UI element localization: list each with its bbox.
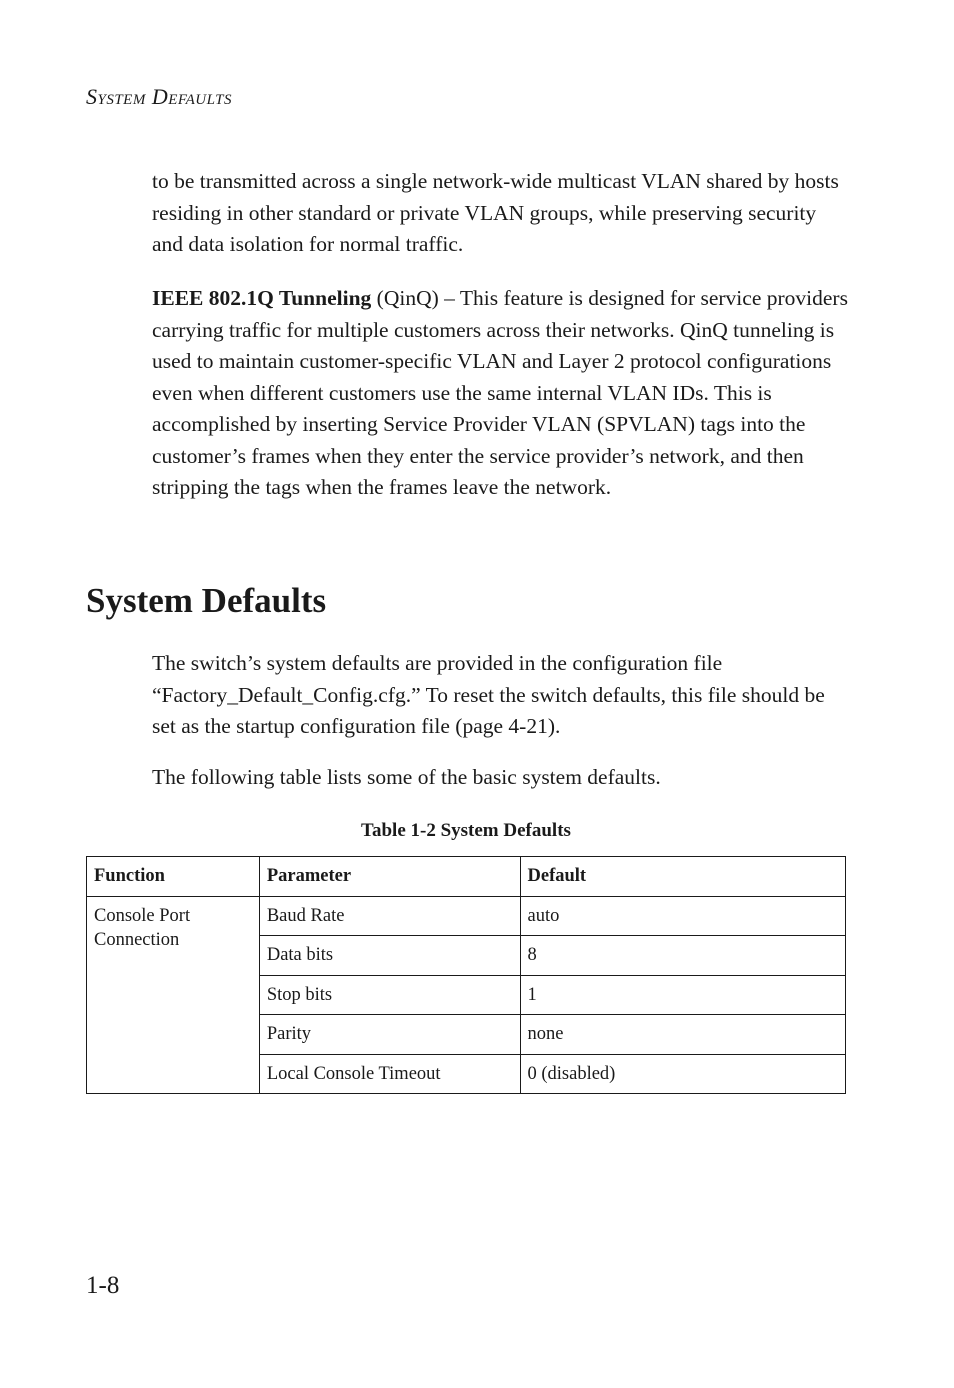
running-header: System Defaults [86, 84, 233, 109]
column-header-parameter: Parameter [259, 857, 520, 897]
parameter-cell: Stop bits [259, 975, 520, 1015]
table-caption: Table 1-2 System Defaults [361, 820, 571, 841]
table-intro-paragraph: The following table lists some of the basic system defaults. [152, 765, 661, 789]
table-row [87, 896, 846, 936]
qinq-paragraph [152, 283, 852, 504]
default-cell: 1 [520, 975, 846, 1015]
column-header-function: Function [87, 857, 260, 897]
table-header-row [87, 857, 846, 897]
parameter-cell: Baud Rate [259, 896, 520, 936]
function-cell: Console Port Connection [87, 896, 260, 1094]
parameter-cell: Local Console Timeout [259, 1054, 520, 1094]
section-title: System Defaults [86, 581, 327, 620]
parameter-cell: Parity [259, 1015, 520, 1055]
default-cell: 8 [520, 936, 846, 976]
default-cell: none [520, 1015, 846, 1055]
qinq-description: (QinQ) – This feature is designed for service providers carrying traffic for multiple customers across their networks. QinQ tunneling is used to maintain customer-specific VLAN and Layer 2 protocol configurations even when different customers use the same internal VLAN IDs. This is accomplished by inserting Service Provider VLAN (SPVLAN) tags into the customer’s frames when they enter the service provider’s network, and then stripping the tags when the frames leave the network. [152, 286, 848, 499]
page-number: 1-8 [86, 1272, 120, 1299]
column-header-default: Default [520, 857, 846, 897]
parameter-cell: Data bits [259, 936, 520, 976]
qinq-term: IEEE 802.1Q Tunneling [152, 286, 372, 310]
system-defaults-table [86, 856, 846, 1094]
default-cell: auto [520, 896, 846, 936]
continuation-paragraph: to be transmitted across a single network-wide multicast VLAN shared by hosts residing in other standard or private VLAN groups, while preserving security and data isolation for normal traffic. [152, 169, 839, 256]
defaults-intro-paragraph: The switch’s system defaults are provided in the configuration file “Factory_Default_Config.cfg.” To reset the switch defaults, this file should be set as the startup configuration file (page 4-21). [152, 651, 825, 738]
default-cell: 0 (disabled) [520, 1054, 846, 1094]
